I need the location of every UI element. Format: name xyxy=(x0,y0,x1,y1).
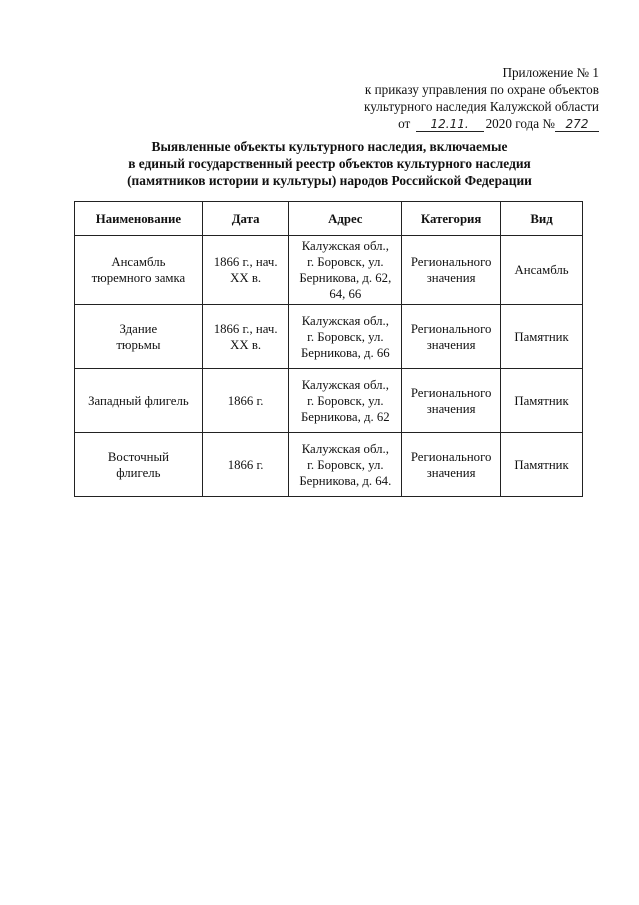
table-row xyxy=(75,433,583,497)
cell-line: Регионального xyxy=(410,321,492,336)
cell-line: значения xyxy=(426,465,476,480)
title-line-3: (памятников истории и культуры) народов Российской Федерации xyxy=(127,173,532,188)
title-line-1: Выявленные объекты культурного наследия, включаемые xyxy=(151,139,508,154)
annex-block xyxy=(364,64,599,132)
cell-line: Регионального xyxy=(410,385,492,400)
cell-line: Восточный xyxy=(107,449,169,464)
cell-line: значения xyxy=(426,401,476,416)
cell-line: Ансамбль xyxy=(514,263,569,277)
cell-line: тюремного замка xyxy=(91,271,186,285)
table-row xyxy=(75,369,583,433)
handwritten-number: 272 xyxy=(555,118,599,132)
cell-line: г. Боровск, ул. xyxy=(307,329,384,344)
cell-kind xyxy=(501,369,583,433)
cell-line: флигель xyxy=(116,465,161,480)
cell-line: г. Боровск, ул. xyxy=(307,393,384,408)
cell-date xyxy=(202,236,289,305)
annex-date-line xyxy=(364,115,599,132)
annex-line-3: культурного наследия Калужской области xyxy=(364,99,599,114)
table-row xyxy=(75,305,583,369)
cell-address xyxy=(289,236,402,305)
cell-line: г. Боровск, ул. xyxy=(307,255,384,269)
year-text: 2020 года № xyxy=(485,116,555,131)
table-row xyxy=(75,236,583,305)
cell-category xyxy=(402,433,501,497)
cell-line: Калужская обл., xyxy=(301,377,389,392)
cell-line: Берникова, д. 62 xyxy=(300,409,390,424)
cell-line: 1866 г. xyxy=(227,457,264,472)
cell-line: Ансамбль xyxy=(111,255,166,269)
cell-line: значения xyxy=(426,271,476,285)
cell-category xyxy=(402,369,501,433)
cell-line: XX в. xyxy=(230,337,262,352)
cell-category xyxy=(402,236,501,305)
cell-line: Памятник xyxy=(514,457,569,472)
cell-line: XX в. xyxy=(230,271,262,285)
annex-line-2: к приказу управления по охране объектов xyxy=(364,82,599,97)
cell-line: Калужская обл., xyxy=(301,441,389,456)
cell-date xyxy=(202,369,289,433)
annex-line-1: Приложение № 1 xyxy=(502,65,599,80)
cell-address xyxy=(289,305,402,369)
cell-line: Берникова, д. 64. xyxy=(299,473,392,488)
cell-kind xyxy=(501,305,583,369)
cell-name xyxy=(75,236,203,305)
cell-line: Регионального xyxy=(410,449,492,464)
table-header-row xyxy=(75,202,583,236)
header-kind: Вид xyxy=(501,202,583,236)
cell-line: Берникова, д. 62, xyxy=(299,271,392,285)
cell-kind xyxy=(501,236,583,305)
cell-line: 64, 66 xyxy=(329,287,362,301)
cell-name xyxy=(75,369,203,433)
cell-line: 1866 г., нач. xyxy=(213,321,278,336)
header-category: Категория xyxy=(402,202,501,236)
handwritten-date: 12.11. xyxy=(416,118,484,132)
cell-date xyxy=(202,305,289,369)
cell-line: Здание xyxy=(119,321,158,336)
cell-line: значения xyxy=(426,337,476,352)
cell-name xyxy=(75,305,203,369)
header-address: Адрес xyxy=(289,202,402,236)
header-name: Наименование xyxy=(75,202,203,236)
cell-line: г. Боровск, ул. xyxy=(307,457,384,472)
objects-table xyxy=(74,201,583,497)
cell-line: Регионального xyxy=(410,255,492,269)
cell-line: тюрьмы xyxy=(116,337,161,352)
title-line-2: в единый государственный реестр объектов культурного наследия xyxy=(128,156,531,171)
header-date: Дата xyxy=(202,202,289,236)
cell-kind xyxy=(501,433,583,497)
cell-line: Западный флигель xyxy=(88,393,189,408)
cell-line: 1866 г., нач. xyxy=(213,255,278,269)
cell-line: Калужская обл., xyxy=(301,313,389,328)
cell-address xyxy=(289,369,402,433)
date-prefix: от xyxy=(398,116,411,131)
cell-line: Памятник xyxy=(514,329,569,344)
cell-date xyxy=(202,433,289,497)
cell-line: Берникова, д. 66 xyxy=(300,345,390,360)
document-title xyxy=(60,138,599,189)
cell-line: Памятник xyxy=(514,393,569,408)
cell-address xyxy=(289,433,402,497)
cell-line: Калужская обл., xyxy=(301,239,389,253)
cell-line: 1866 г. xyxy=(227,393,264,408)
cell-category xyxy=(402,305,501,369)
cell-name xyxy=(75,433,203,497)
